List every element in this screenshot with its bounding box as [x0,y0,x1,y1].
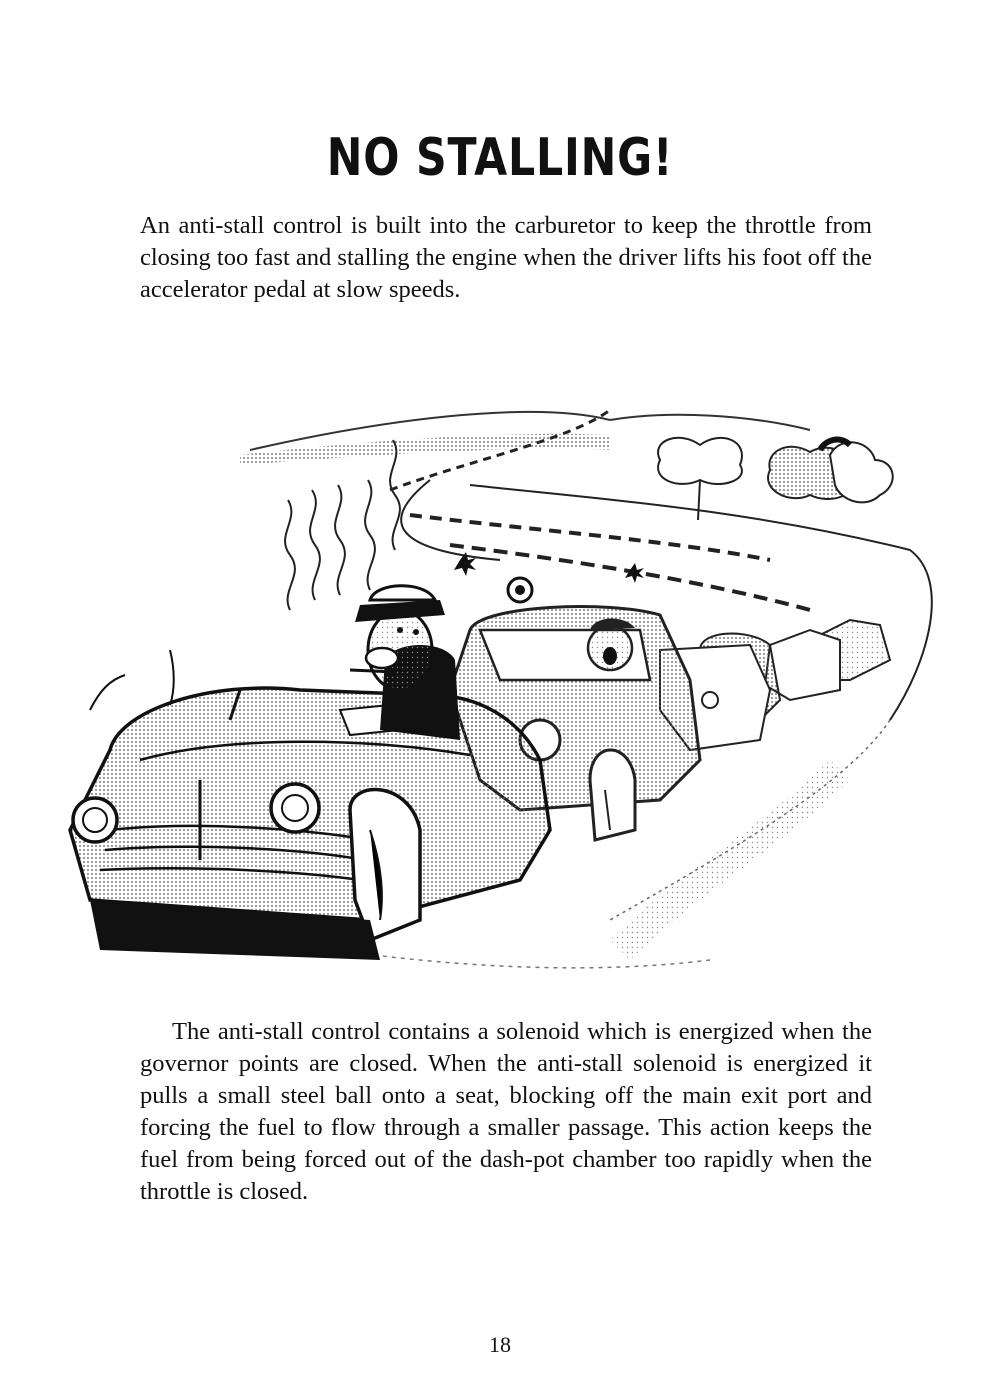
body-paragraph: The anti-stall control contains a solenoid which is energized when the governor points are closed. When the anti-stall solenoid is energized it pulls a small steel ball onto a seat, blocking off the main exit port and forcing the fuel to flow through a smaller passage. This action keeps the fuel from being forced out of the dash-pot chamber too rapidly when the throttle is closed. [140,1018,872,1205]
page-number: 18 [489,1332,511,1357]
intro-paragraph: An anti-stall control is built into the carburetor to keep the throttle from closing too fast and stalling the engine when the driver lifts his foot off the accelerator pedal at slow speeds. [140,212,872,303]
page-title: NO STALLING! [326,128,674,188]
trees [658,438,893,520]
cartoon-traffic-jam-illustration [50,360,950,1000]
steam-fumes [285,440,400,610]
